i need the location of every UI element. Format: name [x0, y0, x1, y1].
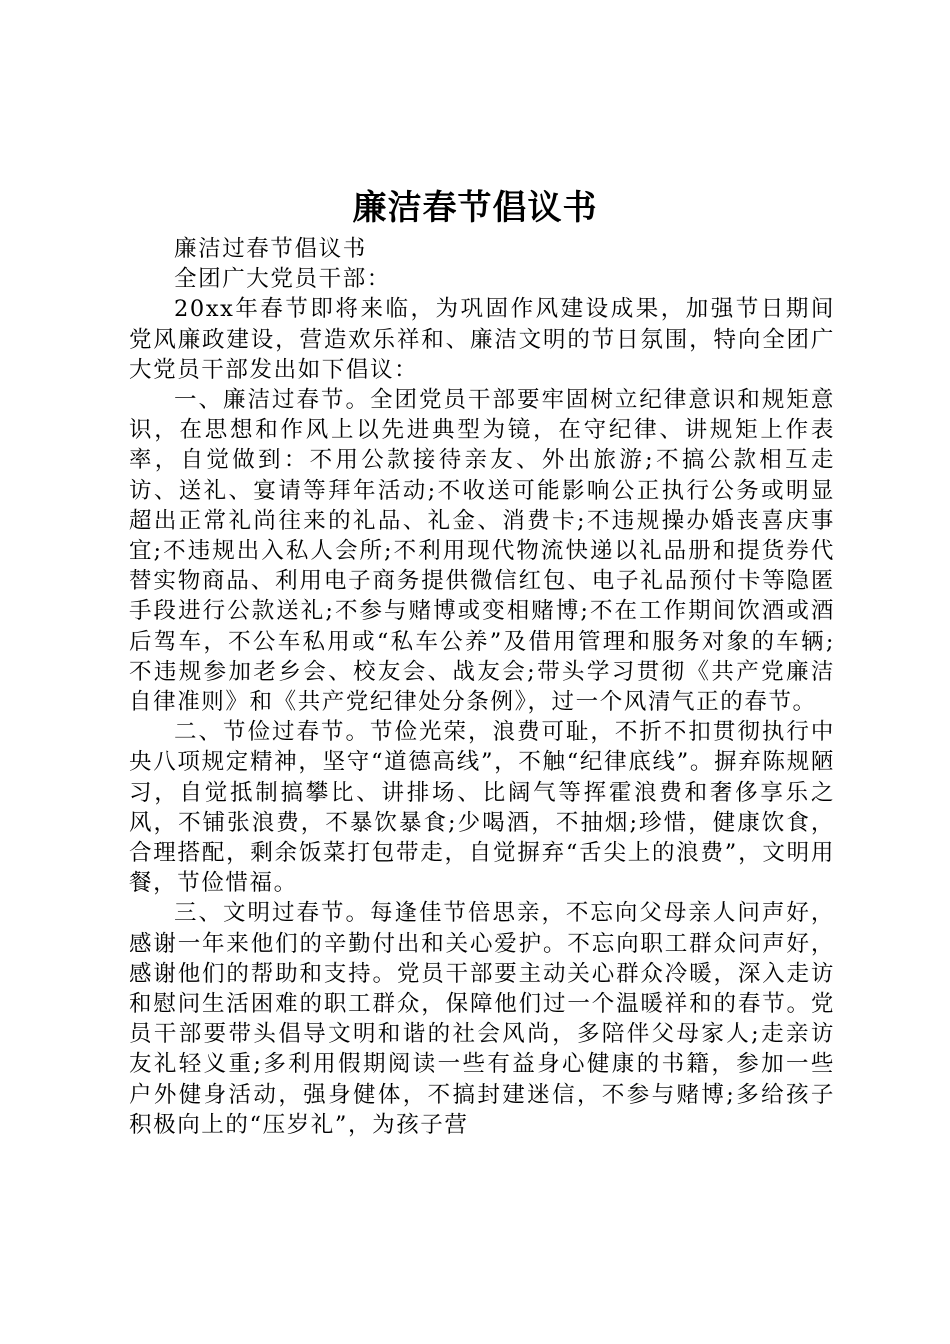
frugal-spring-festival-paragraph: 二、节俭过春节。节俭光荣，浪费可耻，不折不扣贯彻执行中央八项规定精神，坚守“道德高线”，不触“纪律底线”。摒弃陈规陋习，自觉抵制搞攀比、讲排场、比阔气等挥霍浪费和奢侈享乐之风，不铺张浪费，不暴饮暴食;少喝酒，不抽烟;珍惜，健康饮食，合理搭配，剩余饭菜打包带走，自觉摒弃“舌尖上的浪费”，文明用餐，节俭惜福。 — [129, 719, 835, 897]
document-body — [129, 234, 835, 1140]
clean-spring-festival-paragraph: 一、廉洁过春节。全团党员干部要牢固树立纪律意识和规矩意识，在思想和作风上以先进典型为镜，在守纪律、讲规矩上作表率，自觉做到：不用公款接待亲友、外出旅游;不搞公款相互走访、送礼、宴请等拜年活动;不收送可能影响公正执行公务或明显超出正常礼尚往来的礼品、礼金、消费卡;不违规操办婚丧喜庆事宜;不违规出入私人会所;不利用现代物流快递以礼品册和提货券代替实物商品、利用电子商务提供微信红包、电子礼品预付卡等隐匿手段进行公款送礼;不参与赌博或变相赌博;不在工作期间饮酒或酒后驾车，不公车私用或“私车公养”及借用管理和服务对象的车辆;不违规参加老乡会、校友会、战友会;带头学习贯彻《共产党廉洁自律准则》和《共产党纪律处分条例》，过一个风清气正的春节。 — [129, 387, 835, 716]
document-title: 廉洁春节倡议书 — [352, 188, 598, 228]
civilized-spring-festival-paragraph: 三、文明过春节。每逢佳节倍思亲，不忘向父母亲人问声好，感谢一年来他们的辛勤付出和关心爱护。不忘向职工群众问声好，感谢他们的帮助和支持。党员干部要主动关心群众冷暖，深入走访和慰问生活困难的职工群众，保障他们过一个温暖祥和的春节。党员干部要带头倡导文明和谐的社会风尚，多陪伴父母家人;走亲访友礼轻义重;多利用假期阅读一些有益身心健康的书籍，参加一些户外健身活动，强身健体，不搞封建迷信，不参与赌博;多给孩子积极向上的“压岁礼”，为孩子营 — [129, 900, 835, 1138]
subtitle-paragraph: 廉洁过春节倡议书 — [174, 236, 367, 262]
salutation-paragraph: 全团广大党员干部： — [174, 266, 391, 293]
intro-paragraph: 20xx年春节即将来临，为巩固作风建设成果，加强节日期间党风廉政建设，营造欢乐祥和、廉洁文明的节日氛围，特向全团广大党员干部发出如下倡议： — [129, 296, 835, 383]
